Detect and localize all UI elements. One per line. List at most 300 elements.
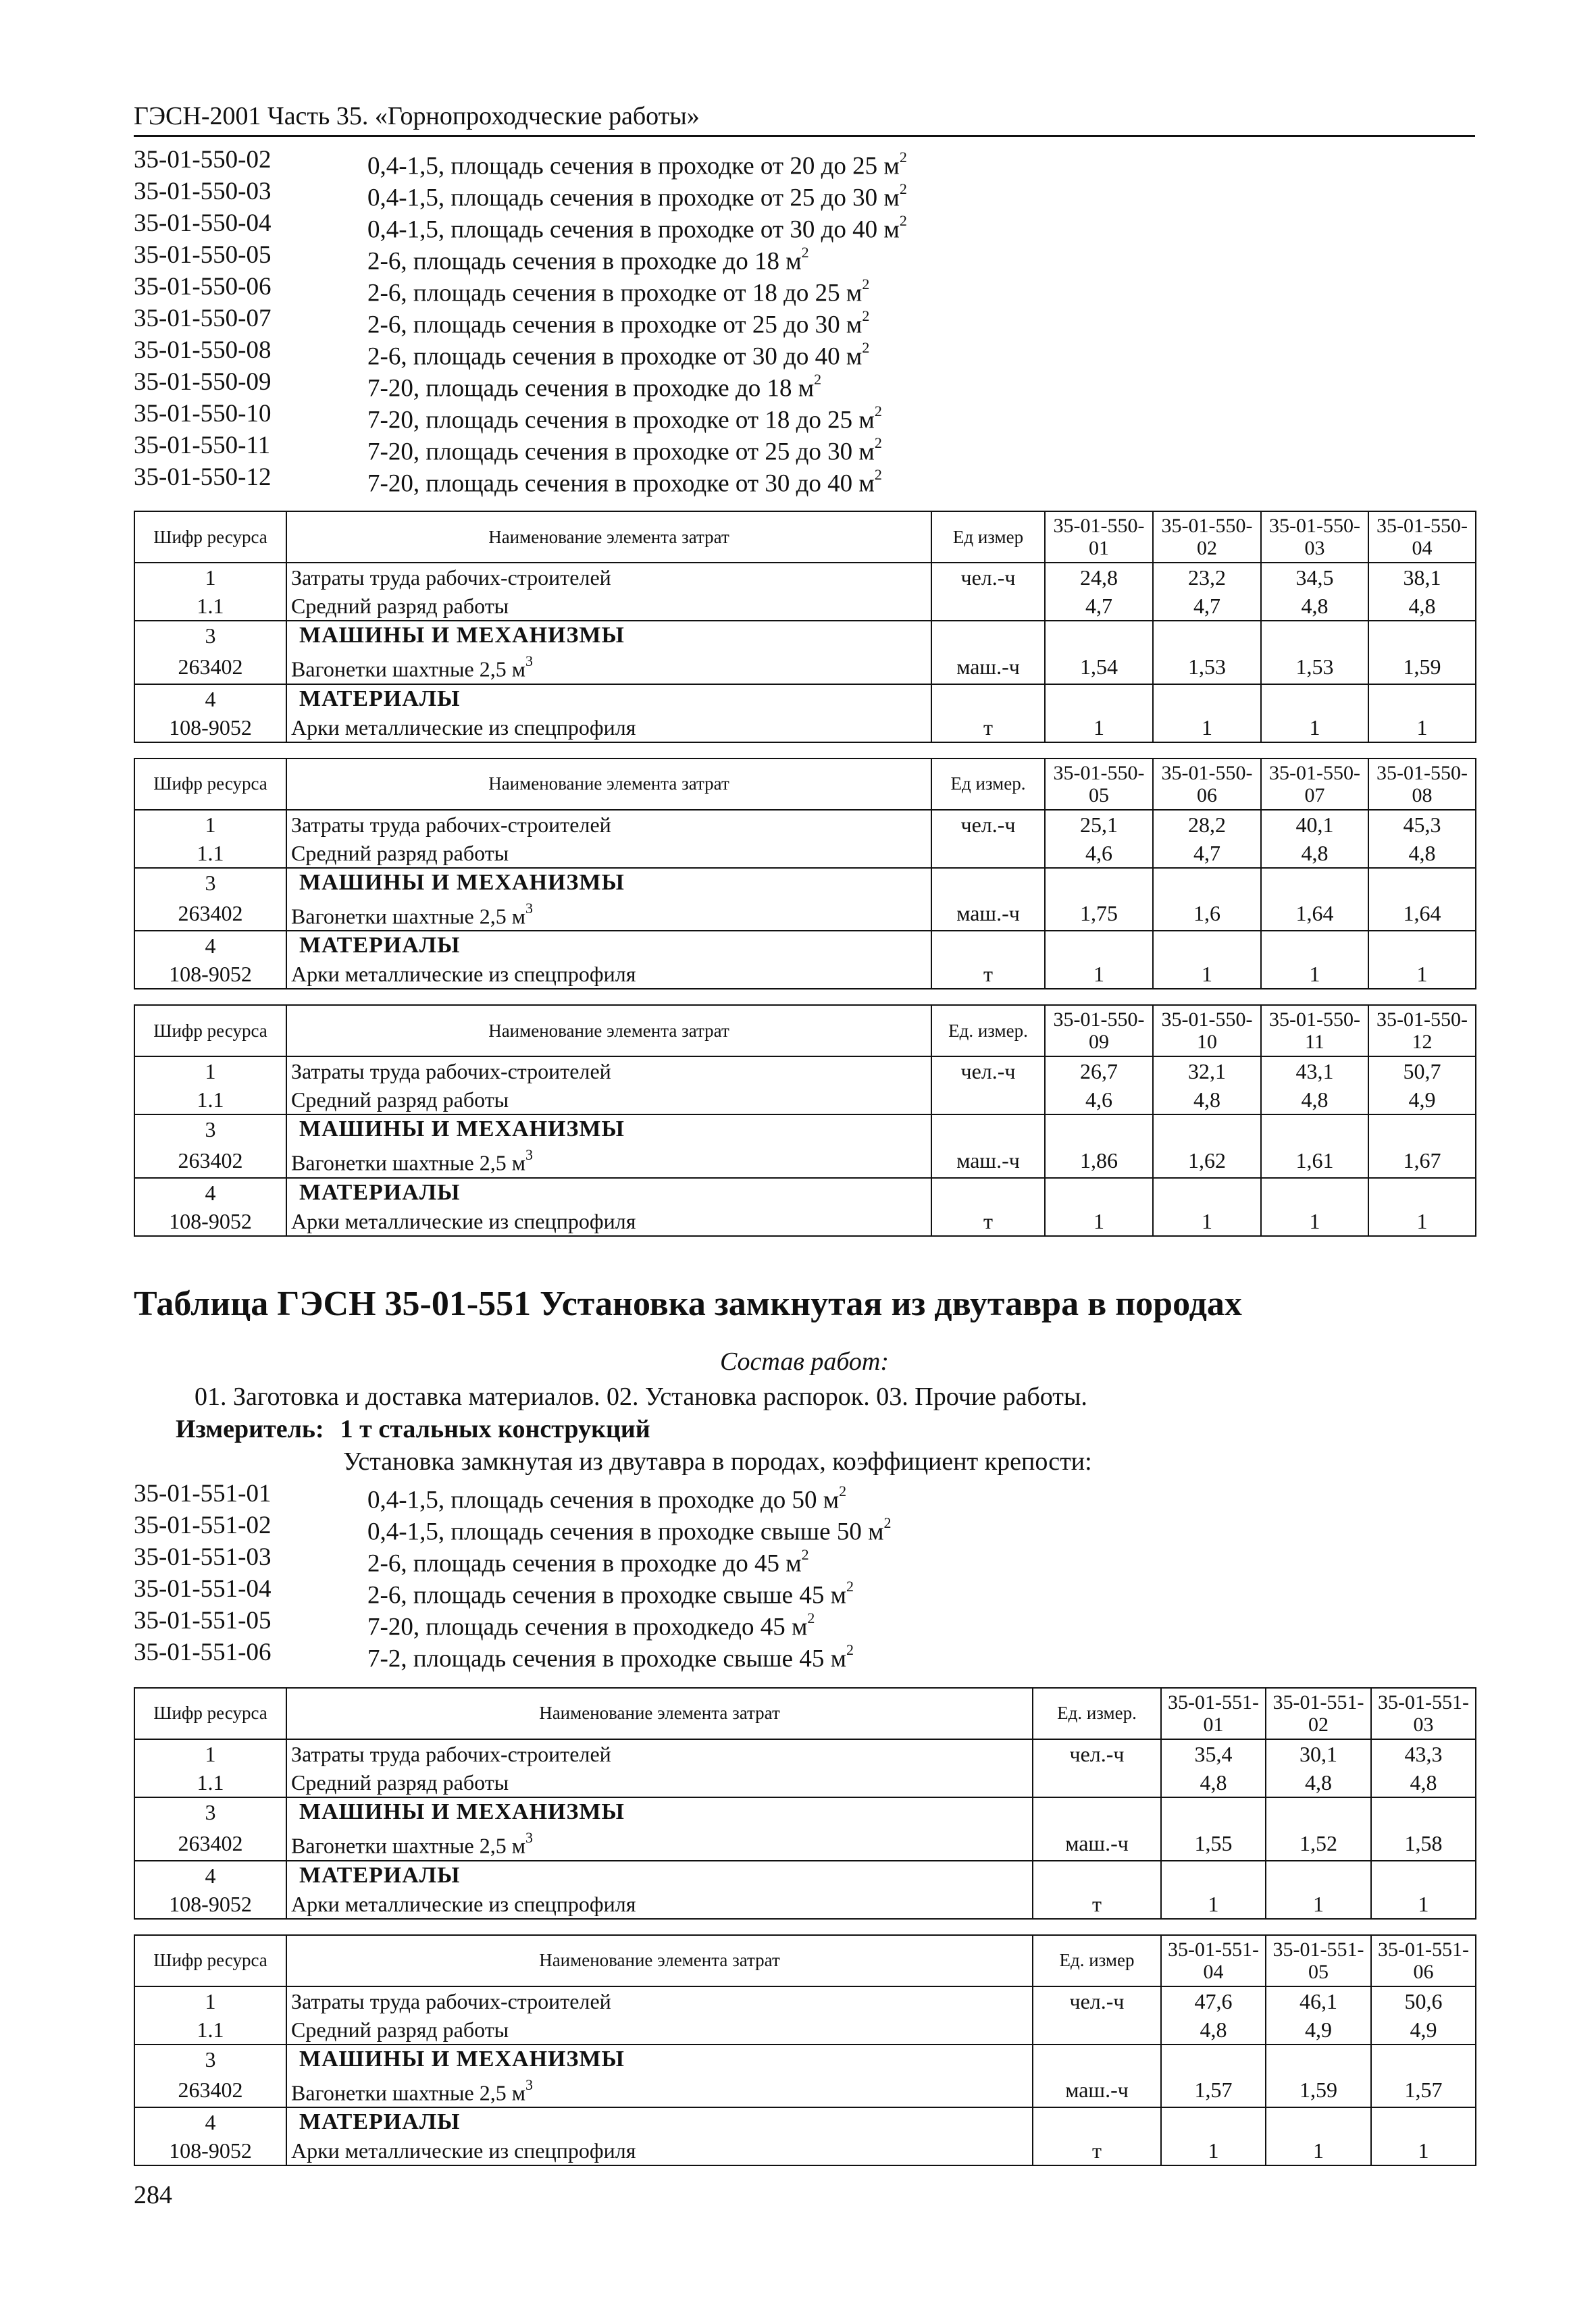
code-list-item	[134, 1637, 1475, 1673]
value-cell: 24,8	[1045, 563, 1153, 592]
section-heading: МАТЕРИАЛЫ	[286, 684, 931, 713]
table-row	[134, 839, 1476, 868]
resource-code: 1.1	[134, 1768, 286, 1797]
resource-code: 1	[134, 563, 286, 592]
value-cell: 46,1	[1266, 1986, 1371, 2015]
column-header: Наименование элемента затрат	[286, 759, 931, 810]
column-header: 35-01-550-05	[1045, 759, 1153, 810]
code-list-item	[134, 1541, 1475, 1578]
value-cell: 4,8	[1161, 1768, 1266, 1797]
superscript: 3	[525, 1828, 533, 1846]
description: 0,4-1,5, площадь сечения в проходке от 30 до 40 м	[367, 215, 900, 244]
value-cell: 1,75	[1045, 897, 1153, 931]
section-heading: МАШИНЫ И МЕХАНИЗМЫ	[286, 1114, 931, 1143]
value-cell: 4,8	[1261, 1085, 1368, 1114]
resource-table	[134, 511, 1476, 743]
unit-cell	[931, 839, 1045, 868]
code: 35-01-550-07	[134, 305, 272, 332]
value-cell: 4,6	[1045, 1085, 1153, 1114]
value-cell: 32,1	[1153, 1056, 1261, 1085]
value-cell: 4,8	[1266, 1768, 1371, 1797]
value-cell: 1	[1045, 960, 1153, 989]
value-cell: 34,5	[1261, 563, 1368, 592]
value-cell: 1	[1153, 713, 1261, 742]
unit-cell: маш.-ч	[1033, 1826, 1161, 1861]
column-header: Ед. измер	[1033, 1935, 1161, 1986]
value-cell: 4,8	[1261, 839, 1368, 868]
description: 2-6, площадь сечения в проходке от 30 до 40 м	[367, 342, 863, 371]
resource-name: Затраты труда рабочих-строителей	[286, 1056, 931, 1085]
value-cell: 1	[1261, 713, 1368, 742]
column-header: Ед измер	[931, 511, 1045, 563]
value-cell	[1161, 1861, 1266, 1890]
superscript: 2	[862, 276, 870, 292]
unit-cell	[931, 931, 1045, 960]
value-cell: 1	[1261, 960, 1368, 989]
value-cell: 1,54	[1045, 650, 1153, 684]
value-cell	[1045, 1114, 1153, 1143]
description: 2-6, площадь сечения в проходке от 25 до 30 м	[367, 311, 863, 339]
resource-name-text: Вагонетки шахтные 2,5 м	[291, 1150, 525, 1175]
resource-code: 4	[134, 2107, 286, 2136]
unit-cell: чел.-ч	[1033, 1986, 1161, 2015]
value-cell: 1,6	[1153, 897, 1261, 931]
superscript: 2	[801, 244, 809, 261]
value-cell: 1	[1153, 960, 1261, 989]
superscript: 2	[874, 434, 882, 451]
unit-cell	[931, 1178, 1045, 1207]
resource-name: Затраты труда рабочих-строителей	[286, 563, 931, 592]
table-row	[134, 1826, 1476, 1861]
section-heading: МАТЕРИАЛЫ	[286, 1178, 931, 1207]
value-cell: 1,86	[1045, 1143, 1153, 1178]
unit-cell	[1033, 2107, 1161, 2136]
column-header: Наименование элемента затрат	[286, 511, 931, 563]
unit-cell: т	[1033, 1890, 1161, 1919]
column-header: Наименование элемента затрат	[286, 1688, 1033, 1739]
value-cell: 40,1	[1261, 810, 1368, 839]
intro-text: Установка замкнутая из двутавра в породах, коэффициент крепости:	[343, 1447, 1092, 1476]
column-header: 35-01-551-06	[1371, 1935, 1476, 1986]
value-cell	[1266, 2107, 1371, 2136]
column-header: 35-01-550-11	[1261, 1005, 1368, 1056]
superscript: 2	[846, 1577, 854, 1595]
table-row	[134, 1861, 1476, 1890]
value-cell: 1	[1266, 2136, 1371, 2165]
value-cell	[1371, 2107, 1476, 2136]
table-row	[134, 1114, 1476, 1143]
resource-code: 1.1	[134, 592, 286, 621]
section-heading: МАТЕРИАЛЫ	[286, 931, 931, 960]
column-header: 35-01-551-04	[1161, 1935, 1266, 1986]
resource-table	[134, 1934, 1476, 2167]
resource-name: Затраты труда рабочих-строителей	[286, 1739, 1033, 1768]
column-header: 35-01-551-02	[1266, 1688, 1371, 1739]
description: 7-20, площадь сечения в проходке от 25 до 30 м	[367, 438, 875, 466]
composition-text: 01. Заготовка и доставка материалов. 02. Установка распорок. 03. Прочие работы.	[195, 1382, 1087, 1411]
value-cell: 45,3	[1368, 810, 1476, 839]
column-header: 35-01-550-02	[1153, 511, 1261, 563]
value-cell: 50,7	[1368, 1056, 1476, 1085]
value-cell: 25,1	[1045, 810, 1153, 839]
resource-name: Затраты труда рабочих-строителей	[286, 1986, 1033, 2015]
resource-name: Средний разряд работы	[286, 2015, 1033, 2045]
value-cell: 1	[1161, 1890, 1266, 1919]
value-cell: 4,8	[1261, 592, 1368, 621]
column-header: Ед измер.	[931, 759, 1045, 810]
value-cell: 1,67	[1368, 1143, 1476, 1178]
code: 35-01-550-06	[134, 273, 272, 301]
value-cell	[1261, 868, 1368, 897]
code-list-item	[134, 207, 1475, 244]
column-header: Шифр ресурса	[134, 1005, 286, 1056]
code: 35-01-550-12	[134, 463, 272, 491]
description: 7-20, площадь сечения в проходке от 30 до 40 м	[367, 469, 875, 498]
code: 35-01-550-04	[134, 209, 272, 237]
superscript: 3	[525, 899, 533, 917]
column-header: 35-01-550-04	[1368, 511, 1476, 563]
value-cell: 1,61	[1261, 1143, 1368, 1178]
superscript: 2	[899, 149, 907, 165]
document-page	[134, 101, 1475, 2166]
resource-code: 108-9052	[134, 713, 286, 742]
value-cell: 1,58	[1371, 1826, 1476, 1861]
superscript: 2	[874, 403, 882, 419]
value-cell: 1	[1368, 1207, 1476, 1236]
resource-name-text: Вагонетки шахтные 2,5 м	[291, 1833, 525, 1858]
resource-table	[134, 1004, 1476, 1237]
column-header: 35-01-550-10	[1153, 1005, 1261, 1056]
code-list-item	[134, 398, 1475, 434]
description: 2-6, площадь сечения в проходке до 45 м	[367, 1549, 802, 1578]
resource-code: 3	[134, 621, 286, 650]
column-header: Ед. измер.	[1033, 1688, 1161, 1739]
meter-line	[134, 1413, 1475, 1445]
value-cell	[1266, 1797, 1371, 1826]
resource-name-text: Вагонетки шахтные 2,5 м	[291, 904, 525, 929]
code: 35-01-551-02	[134, 1511, 272, 1539]
resource-code: 4	[134, 684, 286, 713]
table-row	[134, 897, 1476, 931]
code-list-item	[134, 176, 1475, 212]
description: 7-20, площадь сечения в проходке от 18 до 25 м	[367, 406, 875, 434]
value-cell: 30,1	[1266, 1739, 1371, 1768]
value-cell	[1045, 931, 1153, 960]
value-cell: 4,8	[1153, 1085, 1261, 1114]
resource-code: 263402	[134, 2074, 286, 2108]
resource-code: 1.1	[134, 839, 286, 868]
superscript: 2	[807, 1609, 815, 1626]
resource-code: 1.1	[134, 1085, 286, 1114]
resource-name	[286, 650, 931, 684]
column-header: 35-01-550-08	[1368, 759, 1476, 810]
value-cell	[1261, 1114, 1368, 1143]
column-header: 35-01-551-01	[1161, 1688, 1266, 1739]
unit-cell	[931, 1114, 1045, 1143]
value-cell	[1045, 1178, 1153, 1207]
code: 35-01-550-10	[134, 400, 272, 428]
resource-code: 1	[134, 1056, 286, 1085]
value-cell	[1261, 1178, 1368, 1207]
value-cell	[1368, 1114, 1476, 1143]
value-cell	[1368, 868, 1476, 897]
meter-value: 1 т стальных конструкций	[340, 1414, 650, 1443]
resource-code: 108-9052	[134, 1207, 286, 1236]
resource-name: Средний разряд работы	[286, 1768, 1033, 1797]
value-cell: 4,7	[1153, 592, 1261, 621]
value-cell: 1	[1371, 2136, 1476, 2165]
code: 35-01-551-03	[134, 1543, 272, 1571]
value-cell: 1,55	[1161, 1826, 1266, 1861]
column-header: 35-01-550-12	[1368, 1005, 1476, 1056]
code: 35-01-550-08	[134, 336, 272, 364]
resource-name: Средний разряд работы	[286, 1085, 931, 1114]
column-header: Шифр ресурса	[134, 1935, 286, 1986]
description: 0,4-1,5, площадь сечения в проходке свыше 50 м	[367, 1518, 884, 1546]
table-row	[134, 621, 1476, 650]
table-row	[134, 1143, 1476, 1178]
resource-name: Арки металлические из спецпрофиля	[286, 1890, 1033, 1919]
resource-name-text: Вагонетки шахтные 2,5 м	[291, 657, 525, 682]
value-cell	[1368, 1178, 1476, 1207]
resource-name: Арки металлические из спецпрофиля	[286, 960, 931, 989]
unit-cell: т	[1033, 2136, 1161, 2165]
value-cell: 4,8	[1371, 1768, 1476, 1797]
table-row	[134, 2136, 1476, 2165]
column-header: 35-01-551-05	[1266, 1935, 1371, 1986]
value-cell: 1,64	[1368, 897, 1476, 931]
table-header-row	[134, 511, 1476, 563]
code: 35-01-550-03	[134, 178, 272, 205]
code-list-item	[134, 1605, 1475, 1641]
resource-name	[286, 1143, 931, 1178]
code: 35-01-550-09	[134, 368, 272, 396]
unit-cell: т	[931, 1207, 1045, 1236]
unit-cell: чел.-ч	[1033, 1739, 1161, 1768]
resource-code: 108-9052	[134, 2136, 286, 2165]
code: 35-01-550-05	[134, 241, 272, 269]
code-list-item	[134, 1510, 1475, 1546]
superscript: 2	[899, 180, 907, 197]
table-row	[134, 1085, 1476, 1114]
section-title: Таблица ГЭСН 35-01-551 Установка замкнутая из двутавра в породах	[134, 1284, 1242, 1323]
page-header: ГЭСН-2001 Часть 35. «Горнопроходческие работы»	[134, 101, 1475, 137]
resource-table	[134, 758, 1476, 990]
value-cell	[1161, 2107, 1266, 2136]
description: 0,4-1,5, площадь сечения в проходке от 20 до 25 м	[367, 152, 900, 180]
table-row	[134, 810, 1476, 839]
description: 7-20, площадь сечения в проходкедо 45 м	[367, 1613, 808, 1641]
code: 35-01-551-04	[134, 1574, 272, 1603]
value-cell	[1045, 684, 1153, 713]
resource-code: 3	[134, 1114, 286, 1143]
value-cell: 1,57	[1371, 2074, 1476, 2108]
code: 35-01-551-01	[134, 1479, 272, 1508]
column-header: Ед. измер.	[931, 1005, 1045, 1056]
value-cell: 1,57	[1161, 2074, 1266, 2108]
unit-cell: маш.-ч	[1033, 2074, 1161, 2108]
section-heading: МАШИНЫ И МЕХАНИЗМЫ	[286, 2045, 1033, 2074]
resource-code: 108-9052	[134, 1890, 286, 1919]
column-header: Шифр ресурса	[134, 511, 286, 563]
superscript: 2	[801, 1545, 809, 1563]
resource-name: Арки металлические из спецпрофиля	[286, 713, 931, 742]
table-row	[134, 2107, 1476, 2136]
value-cell	[1153, 684, 1261, 713]
value-cell	[1368, 621, 1476, 650]
unit-cell: маш.-ч	[931, 897, 1045, 931]
column-header: 35-01-550-03	[1261, 511, 1368, 563]
value-cell	[1161, 1797, 1266, 1826]
table-row	[134, 713, 1476, 742]
value-cell	[1266, 2045, 1371, 2074]
value-cell: 4,8	[1161, 2015, 1266, 2045]
value-cell: 1	[1261, 1207, 1368, 1236]
value-cell: 1,53	[1153, 650, 1261, 684]
description: 7-20, площадь сечения в проходке до 18 м	[367, 374, 815, 403]
column-header: Наименование элемента затрат	[286, 1005, 931, 1056]
table-header-row	[134, 759, 1476, 810]
column-header: Шифр ресурса	[134, 1688, 286, 1739]
resource-table	[134, 1687, 1476, 1920]
resource-name	[286, 2074, 1033, 2108]
column-header: 35-01-550-07	[1261, 759, 1368, 810]
resource-name: Арки металлические из спецпрофиля	[286, 1207, 931, 1236]
value-cell	[1045, 868, 1153, 897]
superscript: 2	[814, 371, 822, 388]
table-row	[134, 2015, 1476, 2045]
value-cell: 4,6	[1045, 839, 1153, 868]
table-row	[134, 1986, 1476, 2015]
table-row	[134, 2074, 1476, 2108]
code-list-item	[134, 239, 1475, 276]
resource-code: 263402	[134, 1143, 286, 1178]
value-cell: 1	[1161, 2136, 1266, 2165]
value-cell: 4,7	[1153, 839, 1261, 868]
unit-cell	[931, 684, 1045, 713]
value-cell: 1,59	[1368, 650, 1476, 684]
unit-cell: чел.-ч	[931, 563, 1045, 592]
value-cell: 4,9	[1371, 2015, 1476, 2045]
composition-label: Состав работ:	[719, 1347, 890, 1376]
code-list-item	[134, 334, 1475, 371]
section-heading: МАТЕРИАЛЫ	[286, 2107, 1033, 2136]
table-header-row	[134, 1005, 1476, 1056]
value-cell: 1,62	[1153, 1143, 1261, 1178]
value-cell	[1153, 1114, 1261, 1143]
column-header: 35-01-550-06	[1153, 759, 1261, 810]
column-header: 35-01-551-03	[1371, 1688, 1476, 1739]
description: 0,4-1,5, площадь сечения в проходке до 50 м	[367, 1486, 840, 1514]
value-cell	[1371, 1797, 1476, 1826]
resource-code: 1	[134, 1739, 286, 1768]
table-row	[134, 1768, 1476, 1797]
value-cell: 4,8	[1368, 839, 1476, 868]
resource-code: 263402	[134, 897, 286, 931]
unit-cell	[931, 868, 1045, 897]
resource-code: 3	[134, 1797, 286, 1826]
resource-name: Средний разряд работы	[286, 592, 931, 621]
value-cell: 1	[1368, 713, 1476, 742]
description: 7-2, площадь сечения в проходке свыше 45 м	[367, 1645, 846, 1673]
superscript: 2	[862, 339, 870, 356]
code: 35-01-551-06	[134, 1638, 272, 1666]
value-cell	[1371, 2045, 1476, 2074]
unit-cell: маш.-ч	[931, 1143, 1045, 1178]
unit-cell	[1033, 2015, 1161, 2045]
value-cell: 35,4	[1161, 1739, 1266, 1768]
code-list-item	[134, 461, 1475, 498]
description: 2-6, площадь сечения в проходке свыше 45 м	[367, 1581, 846, 1610]
resource-code: 263402	[134, 650, 286, 684]
code-list-item	[134, 271, 1475, 307]
value-cell	[1371, 1861, 1476, 1890]
value-cell	[1368, 931, 1476, 960]
table-header-row	[134, 1935, 1476, 1986]
table-row	[134, 868, 1476, 897]
value-cell: 1,52	[1266, 1826, 1371, 1861]
code-list-item	[134, 366, 1475, 403]
code-list-item	[134, 144, 1475, 180]
value-cell: 38,1	[1368, 563, 1476, 592]
value-cell: 43,3	[1371, 1739, 1476, 1768]
unit-cell: чел.-ч	[931, 810, 1045, 839]
resource-code: 4	[134, 931, 286, 960]
value-cell: 47,6	[1161, 1986, 1266, 2015]
superscript: 2	[846, 1641, 854, 1658]
resource-name: Средний разряд работы	[286, 839, 931, 868]
description: 0,4-1,5, площадь сечения в проходке от 25 до 30 м	[367, 184, 900, 212]
unit-cell	[1033, 1797, 1161, 1826]
unit-cell	[1033, 1861, 1161, 1890]
value-cell: 26,7	[1045, 1056, 1153, 1085]
value-cell: 4,7	[1045, 592, 1153, 621]
code-list-item	[134, 1478, 1475, 1514]
value-cell	[1153, 931, 1261, 960]
code-list-item	[134, 1573, 1475, 1610]
resource-code: 108-9052	[134, 960, 286, 989]
section-heading: МАТЕРИАЛЫ	[286, 1861, 1033, 1890]
column-header: 35-01-550-01	[1045, 511, 1153, 563]
superscript: 3	[525, 1146, 533, 1164]
value-cell: 4,9	[1368, 1085, 1476, 1114]
value-cell: 1	[1153, 1207, 1261, 1236]
code: 35-01-550-11	[134, 432, 271, 459]
code-list-550	[134, 144, 1475, 498]
resource-name: Затраты труда рабочих-строителей	[286, 810, 931, 839]
value-cell: 43,1	[1261, 1056, 1368, 1085]
unit-cell: чел.-ч	[931, 1056, 1045, 1085]
column-header: Шифр ресурса	[134, 759, 286, 810]
value-cell	[1266, 1861, 1371, 1890]
value-cell: 50,6	[1371, 1986, 1476, 2015]
value-cell	[1261, 621, 1368, 650]
value-cell: 1	[1368, 960, 1476, 989]
value-cell: 1,64	[1261, 897, 1368, 931]
superscript: 3	[525, 652, 533, 669]
table-row	[134, 1207, 1476, 1236]
code-list-item	[134, 430, 1475, 466]
superscript: 3	[525, 2076, 533, 2093]
superscript: 2	[899, 212, 907, 229]
table-header-row	[134, 1688, 1476, 1739]
section-heading: МАШИНЫ И МЕХАНИЗМЫ	[286, 621, 931, 650]
value-cell	[1045, 621, 1153, 650]
unit-cell	[1033, 2045, 1161, 2074]
section-heading: МАШИНЫ И МЕХАНИЗМЫ	[286, 1797, 1033, 1826]
unit-cell	[931, 621, 1045, 650]
description: 2-6, площадь сечения в проходке до 18 м	[367, 247, 802, 276]
